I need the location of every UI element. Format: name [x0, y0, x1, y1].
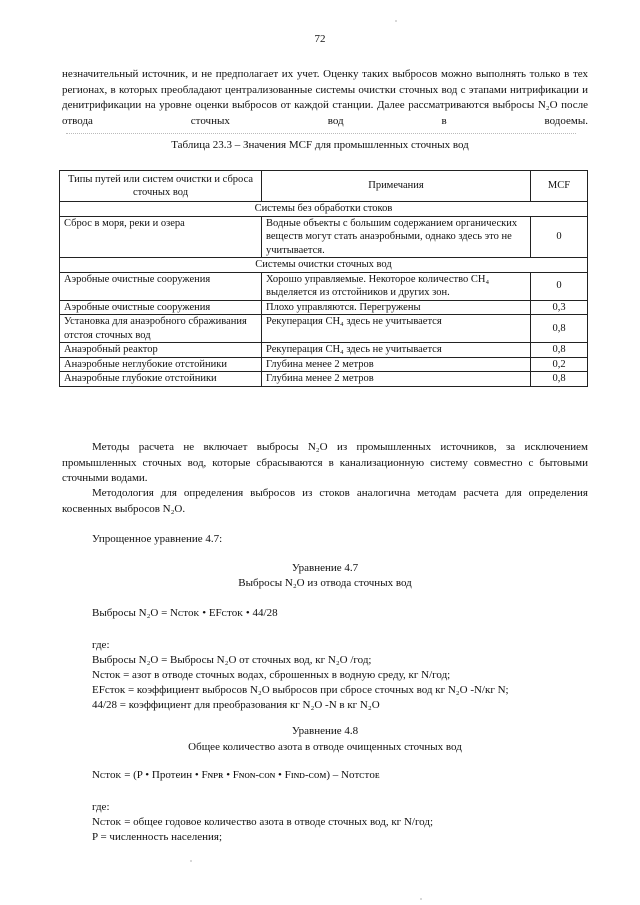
cell-mcf: 0,8	[531, 343, 588, 358]
simplified-equation-intro: Упрощенное уравнение 4.7:	[92, 533, 223, 545]
equation-4-8-where: где:	[92, 801, 110, 813]
cell-mcf: 0	[531, 272, 588, 300]
table-caption: Таблица 23.3 – Значения MCF для промышленных сточных вод	[171, 139, 469, 151]
cell-type: Анаэробные неглубокие отстойники	[60, 357, 262, 372]
header-type: Типы путей или систем очистки и сброса сточных вод	[60, 171, 262, 202]
equation-4-8-def: Nᴄᴛᴏᴋ = общее годовое количество азота в отводе сточных вод, кг N/год;	[92, 816, 434, 828]
cell-notes: Рекуперация CH₄ здесь не учитывается	[262, 315, 531, 343]
page-number: 72	[314, 33, 326, 45]
scan-speck	[420, 898, 422, 900]
scan-artifact-line	[66, 133, 576, 134]
cell-notes: Глубина менее 2 метров	[262, 372, 531, 387]
table-row	[60, 357, 588, 372]
scan-speck	[395, 20, 397, 22]
table-header-row	[60, 171, 588, 202]
cell-mcf: 0	[531, 216, 588, 258]
equation-4-7-def: 44/28 = коэффициент для преобразования кг N₂O -N в кг N₂O	[92, 699, 380, 711]
equation-4-7-def: Выбросы N₂O = Выбросы N₂O от сточных вод, кг N₂O /год;	[92, 654, 372, 666]
methods-paragraph-1: Методы расчета не включает выбросы N₂O из промышленных источников, за исключением промышленных сточных вод, которые сбрасываются в канализационную систему совместно с бытовыми сточными водами.	[62, 441, 588, 484]
header-notes: Примечания	[262, 171, 531, 202]
section-treatment: Системы очистки сточных вод	[60, 258, 588, 273]
equation-4-8-label: Уравнение 4.8	[291, 725, 359, 737]
equation-4-7-def: EFсток = коэффициент выбросов N₂O выбросов при сбросе сточных вод кг N₂O -N/кг N;	[92, 684, 509, 696]
cell-mcf: 0,8	[531, 315, 588, 343]
methods-paragraph-2: Методология для определения выбросов из стоков аналогична методам расчета для определения косвенных выбросов N₂O.	[62, 487, 588, 515]
cell-mcf: 0,2	[531, 357, 588, 372]
table-section-row	[60, 258, 588, 273]
cell-type: Анаэробные глубокие отстойники	[60, 372, 262, 387]
equation-4-8-formula: Nᴄᴛᴏᴋ = (P • Протеин • Fɴᴘʀ • Fɴᴏɴ-ᴄᴏɴ • Fɪɴᴅ-ᴄᴏᴍ) – Nᴏᴛᴄᴛᴏᴇ	[92, 769, 380, 781]
section-no-treatment: Системы без обработки стоков	[60, 202, 588, 217]
cell-notes: Хорошо управляемые. Некоторое количество CH₄ выделяется из отстойников и других зон.	[262, 272, 531, 300]
header-mcf: MCF	[531, 171, 588, 202]
equation-4-7-where: где:	[92, 639, 110, 651]
cell-notes: Глубина менее 2 метров	[262, 357, 531, 372]
table-row	[60, 372, 588, 387]
equation-4-7-title: Выбросы N₂O из отвода сточных вод	[238, 577, 412, 589]
cell-mcf: 0,8	[531, 372, 588, 387]
cell-type: Аэробные очистные сооружения	[60, 272, 262, 300]
cell-type: Аэробные очистные сооружения	[60, 300, 262, 315]
mcf-table	[59, 170, 588, 387]
cell-type: Установка для анаэробного сбраживания отстоя сточных вод	[60, 315, 262, 343]
table-row	[60, 216, 588, 258]
equation-4-8-def: P = численность населения;	[92, 831, 223, 843]
equation-4-7-label: Уравнение 4.7	[291, 562, 359, 574]
cell-notes: Водные объекты с большим содержанием органических веществ могут стать анаэробными, однако здесь это не учитывается.	[262, 216, 531, 258]
cell-type: Сброс в моря, реки и озера	[60, 216, 262, 258]
table-row	[60, 343, 588, 358]
cell-notes: Плохо управляются. Перегружены	[262, 300, 531, 315]
equation-4-7-def: Nсток = азот в отводе сточных водах, сброшенных в водную среду, кг N/год;	[92, 669, 451, 681]
equation-4-8-title: Общее количество азота в отводе очищенных сточных вод	[188, 741, 462, 753]
table-section-row	[60, 202, 588, 217]
scan-speck	[190, 860, 192, 862]
table-row	[60, 300, 588, 315]
equation-4-7-formula: Выбросы N₂O = Nᴄᴛᴏᴋ • EFᴄᴛᴏᴋ • 44/28	[92, 607, 278, 619]
table-row	[60, 272, 588, 300]
cell-notes: Рекуперация CH₄ здесь не учитывается	[262, 343, 531, 358]
intro-paragraph: незначительный источник, и не предполагает их учет. Оценку таких выбросов можно выполнять только в тех регионах, в которых преобладают централизованные системы очистки сточных вод с этапами нитрификации и денитрификации на уровне оценки выбросов от каждой станции. Далее рассматриваются выбросы N₂O после отвода сточных вод в водоемы.	[62, 68, 588, 127]
table-row	[60, 315, 588, 343]
cell-mcf: 0,3	[531, 300, 588, 315]
cell-type: Анаэробный реактор	[60, 343, 262, 358]
